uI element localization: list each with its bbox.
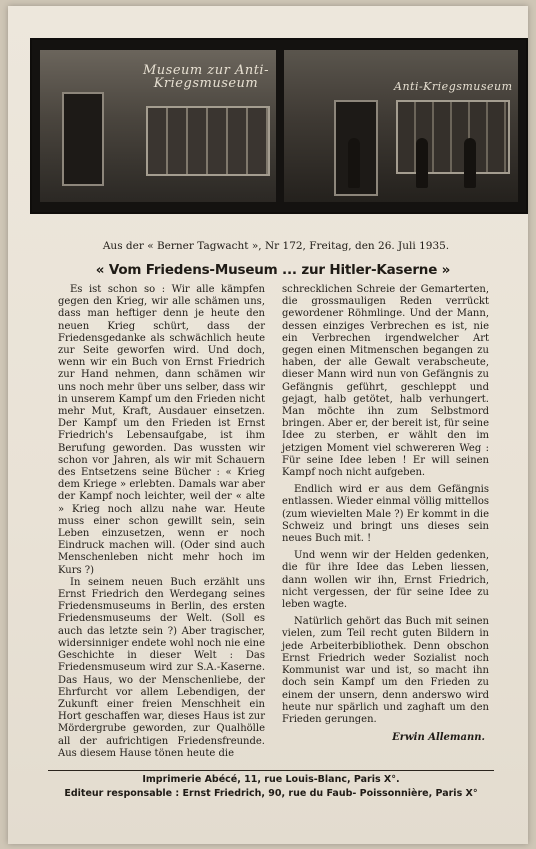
paragraph: Endlich wird er aus dem Gefängnis entlassen. Wieder einmal völlig mittellos (zum wievielten Male ?) Er kommt in die Schweiz und bringt uns dieses sein neues Buch mit. ! [282, 484, 489, 545]
museum-photo-right [284, 50, 518, 202]
door [62, 92, 104, 186]
footer-divider [48, 770, 494, 771]
source-citation: Aus der « Berner Tagwacht », Nr 172, Freitag, den 26. Juli 1935. [102, 240, 450, 252]
shop-sign-left: Museum zur Anti-Kriegsmuseum [143, 63, 269, 91]
paragraph: schrecklichen Schreie der Gemarterten, die grossmauligen Reden verrückt gewordener Röhmlinge. Und der Mann, dessen einziges Verbrechen es ist, nie ein Verbrechen irgendwelcher Art gegen einen Mitmenschen begangen zu haben, der alle Gewalt verabscheute, dieser Mann wird nun von Gefängnis zu Gefängnis geführt, geschleppt und gejagt, halb getötet, halb verhungert. Man möchte ihn zum Selbstmord bringen. Aber er, der bereit ist, für seine Idee zu sterben, er wählt den im jetzigen Moment viel schwereren Weg : Für seine Idee leben ! Er will seinen Kampf noch nicht aufgeben. [282, 284, 489, 479]
paragraph: Natürlich gehört das Buch mit seinen vielen, zum Teil recht guten Bildern in jede Arbeiterbibliothek. Denn obschon Ernst Friedrich weder Sozialist noch Kommunist war und ist, so macht ihn doch sein Kampf um den Frieden zu einem der unsern, denn anderswo wird heute nur spärlich und zaghaft um den Frieden gerungen. [282, 616, 489, 725]
person-figure [464, 138, 476, 188]
shop-sign-right: Anti-Kriegsmuseum [394, 80, 513, 93]
printer-line: Imprimerie Abécé, 11, rue Louis-Blanc, Paris X°. [142, 774, 400, 785]
author-signature: Erwin Allemann. [392, 732, 485, 744]
article-column-right [282, 284, 489, 744]
article-column-left [58, 284, 265, 760]
paragraph: In seinem neuen Buch erzählt uns Ernst Friedrich den Werdegang seines Friedensmuseums in Berlin, des ersten Friedensmuseums der Welt. (Soll es auch das letzte sein ?) Aber tragischer, widersinniger endete wohl noch nie eine Geschichte in dieser Welt : Das Friedensmuseum wird zur S.A.-Kaserne. Das Haus, wo der Menschenliebe, der Ehrfurcht vor allem Lebendigen, der Zukunft einer freien Menschheit ein Hort geschaffen war, dieses Haus ist zur Mördergrube geworden, zur Qualhölle all der aufrichtigen Friedensfreunde. Aus diesem Hause tönen heute die [58, 576, 265, 759]
article-headline: « Vom Friedens-Museum ... zur Hitler-Kaserne » [95, 262, 451, 278]
photo-strip [30, 38, 528, 214]
publisher-line: Editeur responsable : Ernst Friedrich, 90, rue du Faub- Poissonnière, Paris X° [64, 788, 478, 799]
person-figure [348, 138, 360, 188]
document-page [8, 6, 528, 844]
shop-window [396, 100, 510, 174]
museum-photo-left [40, 50, 276, 202]
shop-window [146, 106, 270, 176]
person-figure [416, 138, 428, 188]
paragraph: Und wenn wir der Helden gedenken, die für ihre Idee das Leben liessen, dann wollen wir ihn, Ernst Friedrich, nicht vergessen, der für seine Idee zu leben wagte. [282, 550, 489, 611]
paragraph: Es ist schon so : Wir alle kämpfen gegen den Krieg, wir alle schämen uns, dass man heftiger denn je heute den neuen Krieg schürt, dass der Friedensgedanke als schwächlich heute zur Seite geworfen wird. Und doch, wenn wir ein Buch von Ernst Friedrich zur Hand nehmen, dann schämen wir uns noch mehr über uns selber, dass wir in unserem Kampf um den Frieden nicht mehr Mut, Kraft, Ausdauer einsetzen. Der Kampf um den Frieden ist Ernst Friedrich's Lebensaufgabe, ist ihm Berufung geworden. Das wussten wir schon vor Jahren, als wir mit Schauern des Entsetzens seine Bücher : « Krieg dem Kriege » erlebten. Damals war aber der Kampf noch leichter, weil der « alte » Krieg noch allzu nahe war. Heute muss einer schon gewillt sein, sein Leben einzusetzen, wenn er noch Eindruck machen will. (Oder sind auch Menschenleben nicht mehr hoch im Kurs ?) [58, 284, 265, 576]
